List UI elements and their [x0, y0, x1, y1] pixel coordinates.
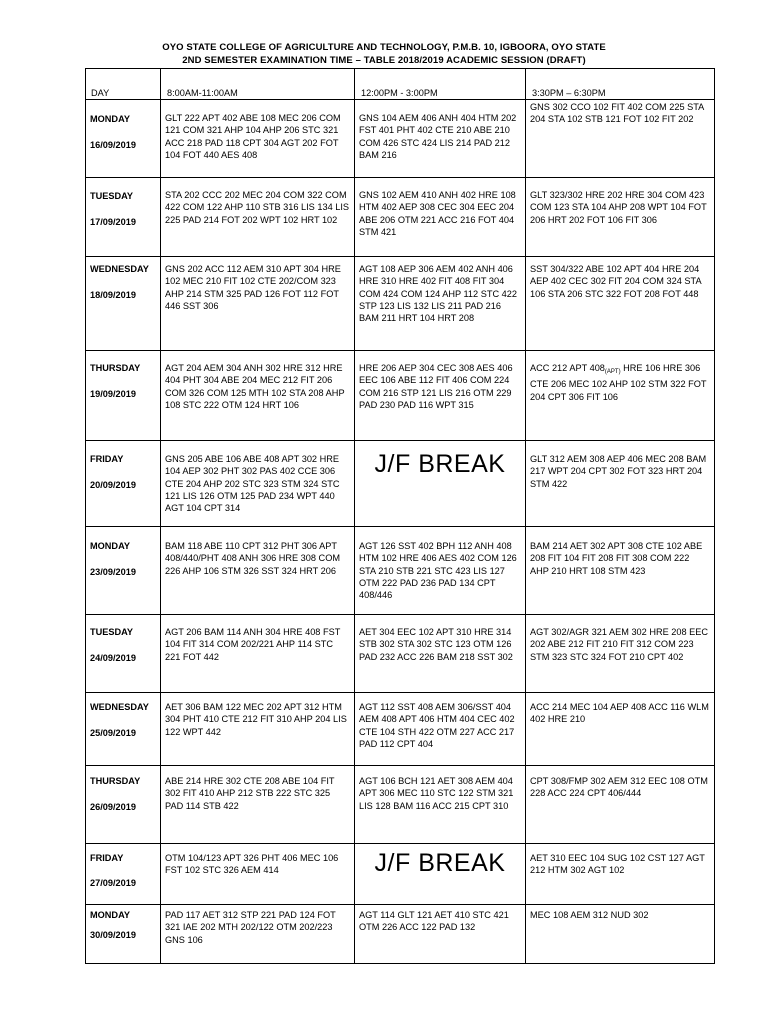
session-afternoon: AET 304 EEC 102 APT 310 HRE 314 STB 302 STA 302 STC 123 OTM 126 PAD 232 ACC 226 BAM 218 SST 302	[355, 615, 526, 693]
day-cell	[86, 693, 161, 766]
session-evening: GNS 302 CCO 102 FIT 402 COM 225 STA 204 STA 102 STB 121 FOT 102 FIT 202	[526, 100, 715, 178]
session-afternoon: AGT 126 SST 402 BPH 112 ANH 408 HTM 102 HRE 406 AES 402 COM 126 STA 210 STB 221 STC 423 LIS 127 OTM 222 PAD 236 PAD 134 CPT 408/446	[355, 527, 526, 615]
session-evening: AGT 302/AGR 321 AEM 302 HRE 208 EEC 202 ABE 212 FIT 210 FIT 312 COM 223 STM 323 STC 324 FOT 210 CPT 402	[526, 615, 715, 693]
day-cell	[86, 527, 161, 615]
session-evening: CPT 308/FMP 302 AEM 312 EEC 108 OTM 228 ACC 224 CPT 406/444	[526, 766, 715, 844]
session-evening: SST 304/322 ABE 102 APT 404 HRE 204 AEP 402 CEC 302 FIT 204 COM 324 STA 106 STA 206 STC 322 FOT 208 FOT 448	[526, 257, 715, 351]
column-header-day: DAY	[86, 69, 161, 100]
session-afternoon: GNS 104 AEM 406 ANH 404 HTM 202 FST 401 PHT 402 CTE 210 ABE 210 COM 426 STC 424 LIS 214 PAD 212 BAM 216	[355, 100, 526, 178]
day-date: 26/09/2019	[90, 802, 136, 813]
session-evening: AET 310 EEC 104 SUG 102 CST 127 AGT 212 HTM 302 AGT 102	[526, 844, 715, 905]
session-evening: MEC 108 AEM 312 NUD 302	[526, 905, 715, 964]
session-afternoon: GNS 102 AEM 410 ANH 402 HRE 108 HTM 402 AEP 308 CEC 304 EEC 204 ABE 206 OTM 221 ACC 216 FOT 404 STM 421	[355, 178, 526, 257]
session-evening: GLT 312 AEM 308 AEP 406 MEC 208 BAM 217 WPT 204 CPT 302 FOT 323 HRT 204 STM 422	[526, 441, 715, 527]
day-name: FRIDAY	[90, 853, 124, 864]
session-afternoon	[355, 844, 526, 905]
session-evening: GLT 323/302 HRE 202 HRE 304 COM 423 COM 123 STA 104 AHP 208 WPT 104 FOT 206 HRT 202 FOT 106 FIT 306	[526, 178, 715, 257]
jf-break-label: J/F BREAK	[374, 849, 506, 878]
day-cell	[86, 257, 161, 351]
day-cell	[86, 441, 161, 527]
session-morning: ABE 214 HRE 302 CTE 208 ABE 104 FIT 302 FIT 410 AHP 212 STB 222 STC 325 PAD 114 STB 422	[161, 766, 355, 844]
table-row	[86, 615, 715, 693]
session-evening: ACC 214 MEC 104 AEP 408 ACC 116 WLM 402 HRE 210	[526, 693, 715, 766]
day-name: MONDAY	[90, 910, 130, 921]
column-header-afternoon: 12:00PM - 3:00PM	[355, 69, 526, 100]
session-morning: GNS 205 ABE 106 ABE 408 APT 302 HRE 104 AEP 302 PHT 302 PAS 402 CCE 306 CTE 204 AHP 202 STC 323 STM 324 STC 121 LIS 126 OTM 125 PAD 234 WPT 440 AGT 104 CPT 314	[161, 441, 355, 527]
session-afternoon: AGT 114 GLT 121 AET 410 STC 421 OTM 226 ACC 122 PAD 132	[355, 905, 526, 964]
day-name: THURSDAY	[90, 363, 141, 374]
day-cell	[86, 178, 161, 257]
session-morning: OTM 104/123 APT 326 PHT 406 MEC 106 FST 102 STC 326 AEM 414	[161, 844, 355, 905]
table-row	[86, 441, 715, 527]
table-row	[86, 178, 715, 257]
day-cell	[86, 351, 161, 441]
day-date: 23/09/2019	[90, 567, 136, 578]
session-afternoon: AGT 106 BCH 121 AET 308 AEM 404 APT 306 MEC 110 STC 122 STM 321 LIS 128 BAM 116 ACC 215 CPT 310	[355, 766, 526, 844]
table-row	[86, 100, 715, 178]
document-title: OYO STATE COLLEGE OF AGRICULTURE AND TECHNOLOGY, P.M.B. 10, IGBOORA, OYO STATE	[162, 42, 606, 53]
day-cell	[86, 100, 161, 178]
day-cell	[86, 766, 161, 844]
day-date: 20/09/2019	[90, 480, 136, 491]
session-afternoon: AGT 108 AEP 306 AEM 402 ANH 406 HRE 310 HRE 402 FIT 408 FIT 304 COM 424 COM 124 AHP 112 STC 422 STP 123 LIS 132 LIS 211 PAD 216 BAM 211 HRT 104 HRT 208	[355, 257, 526, 351]
table-row	[86, 527, 715, 615]
day-date: 25/09/2019	[90, 728, 136, 739]
day-name: TUESDAY	[90, 627, 134, 638]
session-morning: BAM 118 ABE 110 CPT 312 PHT 306 APT 408/440/PHT 408 ANH 306 HRE 308 COM 226 AHP 106 STM 326 SST 324 HRT 206	[161, 527, 355, 615]
day-date: 30/09/2019	[90, 930, 136, 941]
day-cell	[86, 615, 161, 693]
column-header-evening: 3:30PM – 6:30PM	[526, 69, 715, 100]
table-row	[86, 844, 715, 905]
day-date: 17/09/2019	[90, 217, 136, 228]
day-date: 18/09/2019	[90, 290, 136, 301]
day-name: TUESDAY	[90, 191, 134, 202]
jf-break-label: J/F BREAK	[374, 450, 506, 479]
day-name: MONDAY	[90, 541, 130, 552]
day-name: WEDNESDAY	[90, 264, 149, 275]
session-evening: ACC 212 APT $408_{(APT)}$ HRE 106 HRE 306 CTE 206 MEC 102 AHP 102 STM 322 FOT 204 CPT 306 FIT 106	[526, 351, 715, 441]
header-row	[86, 69, 715, 100]
session-morning: AGT 204 AEM 304 ANH 302 HRE 312 HRE 404 PHT 304 ABE 204 MEC 212 FIT 206 COM 326 COM 125 MTH 102 STA 208 AHP 108 STC 222 OTM 124 HRT 106	[161, 351, 355, 441]
session-morning: GNS 202 ACC 112 AEM 310 APT 304 HRE 102 MEC 210 FIT 102 CTE 202/COM 323 AHP 214 STM 325 PAD 126 FOT 112 FOT 446 SST 306	[161, 257, 355, 351]
day-cell	[86, 844, 161, 905]
exam-timetable	[85, 68, 715, 964]
table-row	[86, 766, 715, 844]
session-afternoon: AGT 112 SST 408 AEM 306/SST 404 AEM 408 APT 406 HTM 404 CEC 402 CTE 104 STH 422 OTM 227 ACC 217 PAD 112 CPT 404	[355, 693, 526, 766]
day-name: MONDAY	[90, 114, 130, 125]
column-header-morning: 8:00AM-11:00AM	[161, 69, 355, 100]
session-evening: BAM 214 AET 302 APT 308 CTE 102 ABE 208 FIT 104 FIT 208 FIT 308 COM 222 AHP 210 HRT 108 STM 423	[526, 527, 715, 615]
table-row	[86, 693, 715, 766]
day-date: 27/09/2019	[90, 878, 136, 889]
day-date: 24/09/2019	[90, 653, 136, 664]
day-name: WEDNESDAY	[90, 702, 149, 713]
document-subtitle: 2ND SEMESTER EXAMINATION TIME – TABLE 2018/2019 ACADEMIC SESSION (DRAFT)	[182, 55, 586, 66]
day-date: 16/09/2019	[90, 140, 136, 151]
table-row	[86, 905, 715, 964]
session-morning: AGT 206 BAM 114 ANH 304 HRE 408 FST 104 FIT 314 COM 202/221 AHP 114 STC 221 FOT 442	[161, 615, 355, 693]
day-name: THURSDAY	[90, 776, 141, 787]
day-date: 19/09/2019	[90, 389, 136, 400]
day-cell	[86, 905, 161, 964]
session-morning: GLT 222 APT 402 ABE 108 MEC 206 COM 121 COM 321 AHP 104 AHP 206 STC 321 ACC 218 PAD 118 CPT 304 AGT 202 FOT 104 FOT 440 AES 408	[161, 100, 355, 178]
day-name: FRIDAY	[90, 454, 124, 465]
session-morning: STA 202 CCC 202 MEC 204 COM 322 COM 422 COM 122 AHP 110 STB 316 LIS 134 LIS 225 PAD 214 FOT 202 WPT 102 HRT 102	[161, 178, 355, 257]
session-morning: AET 306 BAM 122 MEC 202 APT 312 HTM 304 PHT 410 CTE 212 FIT 310 AHP 204 LIS 122 WPT 442	[161, 693, 355, 766]
session-morning: PAD 117 AET 312 STP 221 PAD 124 FOT 321 IAE 202 MTH 202/122 OTM 202/223 GNS 106	[161, 905, 355, 964]
session-afternoon: HRE 206 AEP 304 CEC 308 AES 406 EEC 106 ABE 112 FIT 406 COM 224 COM 216 STP 121 LIS 216 OTM 229 PAD 230 PAD 116 WPT 315	[355, 351, 526, 441]
table-row	[86, 351, 715, 441]
table-row	[86, 257, 715, 351]
session-afternoon	[355, 441, 526, 527]
